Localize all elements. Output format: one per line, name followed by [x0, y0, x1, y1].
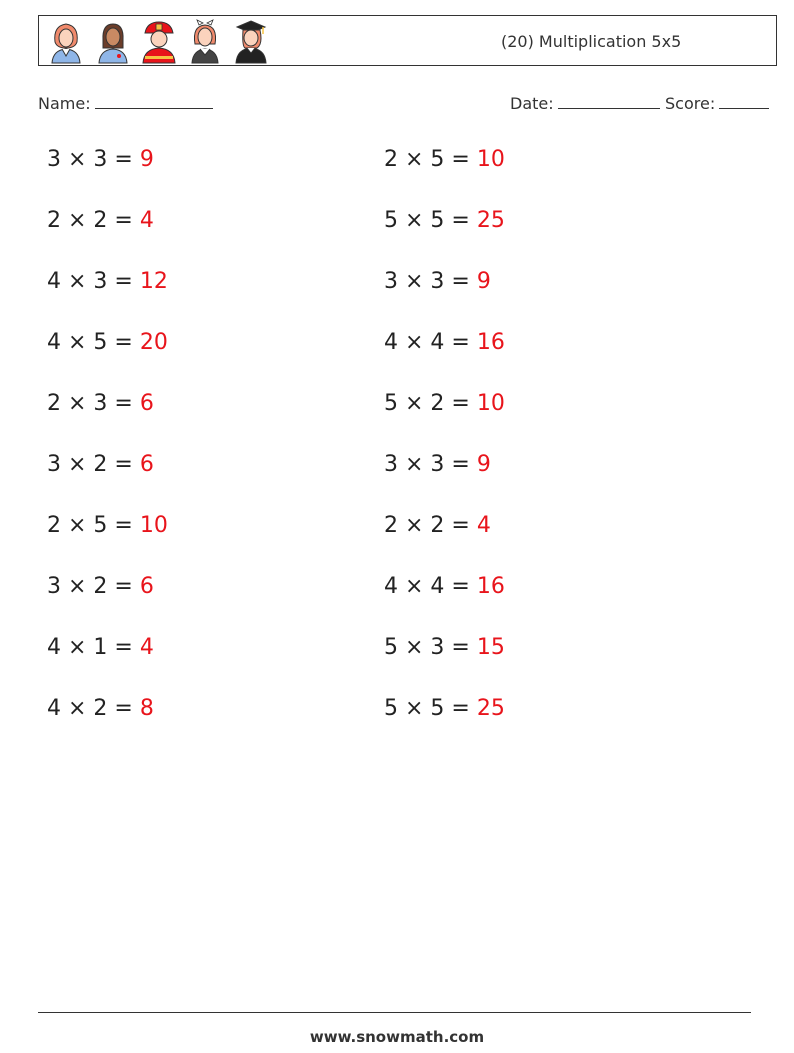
factor-b: 2	[93, 452, 108, 477]
times-sign: ×	[61, 391, 94, 416]
times-sign: ×	[61, 696, 94, 721]
name-blank[interactable]	[95, 94, 213, 109]
factor-a: 5	[384, 391, 398, 416]
answer: 10	[476, 391, 505, 416]
answer: 4	[476, 513, 491, 538]
problem-item	[47, 269, 168, 294]
times-sign: ×	[61, 574, 94, 599]
equals-sign: =	[444, 635, 477, 660]
date-field	[510, 94, 660, 113]
factor-a: 4	[47, 696, 61, 721]
problem-item	[384, 147, 505, 172]
problem-item	[384, 330, 505, 355]
answer: 10	[476, 147, 505, 172]
nurse-avatar-icon	[91, 18, 134, 64]
answer: 25	[476, 208, 505, 233]
answer: 4	[139, 208, 154, 233]
firefighter-avatar-icon	[137, 18, 180, 64]
factor-b: 2	[93, 574, 108, 599]
problem-item	[47, 330, 168, 355]
factor-a: 2	[384, 147, 398, 172]
answer: 25	[476, 696, 505, 721]
equals-sign: =	[107, 269, 140, 294]
answer: 8	[139, 696, 154, 721]
times-sign: ×	[398, 635, 431, 660]
answer: 9	[476, 452, 491, 477]
answer: 12	[139, 269, 168, 294]
problem-item	[47, 452, 154, 477]
problem-item	[47, 574, 154, 599]
factor-b: 5	[430, 696, 445, 721]
factor-a: 5	[384, 635, 398, 660]
factor-b: 3	[93, 269, 108, 294]
factor-b: 1	[93, 635, 108, 660]
times-sign: ×	[61, 452, 94, 477]
factor-a: 2	[47, 208, 61, 233]
times-sign: ×	[398, 513, 431, 538]
factor-a: 4	[384, 330, 398, 355]
footer-divider	[38, 1012, 751, 1013]
equals-sign: =	[444, 696, 477, 721]
times-sign: ×	[398, 208, 431, 233]
name-label: Name:	[38, 94, 91, 113]
problem-item	[47, 208, 154, 233]
factor-a: 4	[47, 635, 61, 660]
equals-sign: =	[444, 391, 477, 416]
times-sign: ×	[398, 452, 431, 477]
score-label: Score:	[665, 94, 716, 113]
problem-item	[47, 391, 154, 416]
equals-sign: =	[444, 147, 477, 172]
answer: 15	[476, 635, 505, 660]
times-sign: ×	[398, 269, 431, 294]
problem-item	[47, 635, 154, 660]
answer: 20	[139, 330, 168, 355]
times-sign: ×	[61, 269, 94, 294]
answer: 16	[476, 574, 505, 599]
factor-b: 3	[93, 147, 108, 172]
factor-a: 5	[384, 696, 398, 721]
factor-a: 4	[384, 574, 398, 599]
problem-item	[384, 269, 491, 294]
score-field	[665, 94, 769, 113]
factor-b: 3	[430, 635, 445, 660]
factor-a: 3	[384, 452, 398, 477]
factor-a: 3	[47, 574, 61, 599]
answer: 6	[139, 452, 154, 477]
problem-item	[47, 696, 154, 721]
factor-a: 5	[384, 208, 398, 233]
factor-a: 4	[47, 330, 61, 355]
girl-avatar-icon	[183, 18, 226, 64]
problem-item	[384, 513, 491, 538]
date-label: Date:	[510, 94, 554, 113]
answer: 4	[139, 635, 154, 660]
factor-b: 5	[93, 513, 108, 538]
problem-item	[47, 147, 154, 172]
equals-sign: =	[107, 635, 140, 660]
avatar-strip	[45, 18, 272, 64]
graduate-avatar-icon	[229, 18, 272, 64]
answer: 9	[476, 269, 491, 294]
date-blank[interactable]	[558, 94, 660, 109]
factor-b: 2	[430, 391, 445, 416]
equals-sign: =	[444, 452, 477, 477]
problem-item	[384, 574, 505, 599]
times-sign: ×	[61, 513, 94, 538]
factor-b: 5	[430, 208, 445, 233]
score-blank[interactable]	[719, 94, 769, 109]
factor-a: 2	[47, 513, 61, 538]
factor-a: 3	[47, 452, 61, 477]
problem-item	[384, 208, 505, 233]
equals-sign: =	[444, 574, 477, 599]
problem-item	[384, 635, 505, 660]
answer: 16	[476, 330, 505, 355]
equals-sign: =	[107, 452, 140, 477]
times-sign: ×	[61, 147, 94, 172]
worksheet-title: (20) Multiplication 5x5	[501, 32, 682, 51]
name-field	[38, 94, 213, 113]
factor-b: 5	[93, 330, 108, 355]
woman-avatar-icon	[45, 18, 88, 64]
factor-b: 3	[430, 269, 445, 294]
problem-item	[384, 452, 491, 477]
times-sign: ×	[61, 330, 94, 355]
problem-item	[47, 513, 168, 538]
equals-sign: =	[107, 208, 140, 233]
equals-sign: =	[107, 696, 140, 721]
times-sign: ×	[398, 147, 431, 172]
equals-sign: =	[107, 391, 140, 416]
factor-a: 2	[384, 513, 398, 538]
answer: 6	[139, 391, 154, 416]
times-sign: ×	[398, 696, 431, 721]
times-sign: ×	[61, 208, 94, 233]
equals-sign: =	[444, 330, 477, 355]
factor-a: 4	[47, 269, 61, 294]
footer-site: www.snowmath.com	[309, 1028, 485, 1046]
factor-a: 2	[47, 391, 61, 416]
header-box	[38, 15, 777, 66]
equals-sign: =	[444, 513, 477, 538]
factor-a: 3	[47, 147, 61, 172]
times-sign: ×	[398, 330, 431, 355]
times-sign: ×	[61, 635, 94, 660]
answer: 6	[139, 574, 154, 599]
equals-sign: =	[107, 147, 140, 172]
equals-sign: =	[444, 208, 477, 233]
times-sign: ×	[398, 391, 431, 416]
factor-b: 2	[93, 208, 108, 233]
problem-item	[384, 391, 505, 416]
equals-sign: =	[444, 269, 477, 294]
answer: 9	[139, 147, 154, 172]
equals-sign: =	[107, 513, 140, 538]
equals-sign: =	[107, 330, 140, 355]
equals-sign: =	[107, 574, 140, 599]
factor-b: 4	[430, 330, 445, 355]
factor-b: 2	[430, 513, 445, 538]
factor-b: 3	[93, 391, 108, 416]
answer: 10	[139, 513, 168, 538]
factor-a: 3	[384, 269, 398, 294]
factor-b: 2	[93, 696, 108, 721]
times-sign: ×	[398, 574, 431, 599]
factor-b: 3	[430, 452, 445, 477]
factor-b: 4	[430, 574, 445, 599]
problem-item	[384, 696, 505, 721]
factor-b: 5	[430, 147, 445, 172]
